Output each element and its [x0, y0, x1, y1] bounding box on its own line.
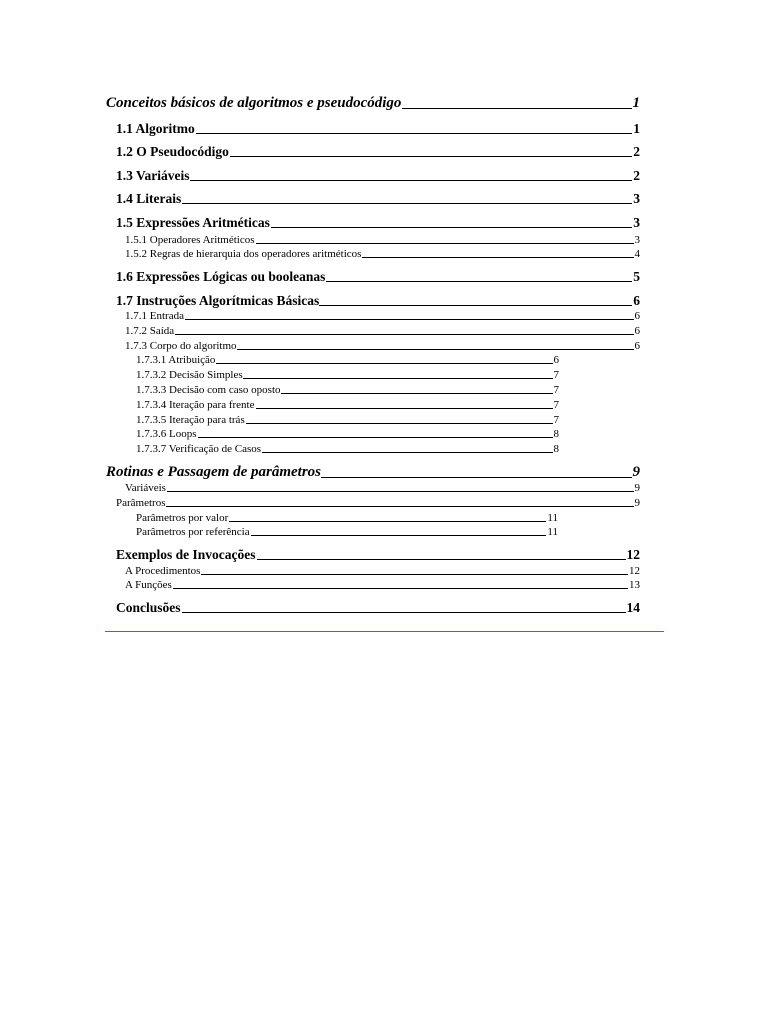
toc-entry[interactable] — [136, 513, 558, 524]
toc-entry[interactable] — [106, 465, 640, 480]
toc-leader — [256, 408, 553, 409]
toc-leader — [196, 133, 633, 134]
toc-entry-page: 14 — [626, 600, 640, 615]
toc-entry[interactable] — [116, 294, 640, 308]
toc-entry[interactable] — [136, 527, 558, 538]
toc-entry[interactable] — [116, 548, 640, 562]
toc-leader — [243, 378, 553, 379]
toc-leader — [230, 156, 632, 157]
toc-entry[interactable] — [136, 355, 559, 366]
toc-leader — [321, 477, 631, 478]
toc-leader — [201, 574, 628, 575]
toc-entry-title: 1.7 Instruções Algorítmicas Básicas — [116, 293, 320, 308]
toc-leader — [190, 180, 633, 181]
toc-entry-title: 1.7.3.6 Loops — [136, 428, 197, 440]
toc-entry-page: 9 — [634, 497, 640, 509]
toc-entry[interactable] — [125, 566, 640, 577]
toc-leader — [173, 588, 628, 589]
toc-entry-page: 12 — [629, 565, 640, 577]
toc-entry[interactable] — [125, 483, 640, 494]
toc-entry-page: 7 — [553, 384, 559, 396]
toc-entry[interactable] — [136, 385, 559, 396]
toc-leader — [271, 227, 632, 228]
toc-entry-page: 6 — [634, 310, 640, 322]
toc-entry-title: 1.7.3.4 Iteração para frente — [136, 399, 255, 411]
toc-entry-title: Parâmetros — [116, 497, 166, 509]
toc-entry-page: 12 — [626, 547, 640, 562]
toc-entry[interactable] — [136, 370, 559, 381]
toc-entry-page: 1 — [632, 95, 640, 111]
toc-entry-page: 8 — [553, 428, 559, 440]
toc-entry-title: Rotinas e Passagem de parâmetros — [106, 464, 322, 480]
toc-entry-page: 3 — [633, 191, 640, 206]
toc-entry-title: 1.6 Expressões Lógicas ou booleanas — [116, 269, 326, 284]
toc-leader — [251, 535, 547, 536]
toc-entry[interactable] — [125, 235, 640, 246]
toc-entry-page: 2 — [633, 144, 640, 159]
toc-leader — [182, 203, 632, 204]
toc-leader — [256, 243, 634, 244]
toc-entry-page: 3 — [633, 215, 640, 230]
toc-leader — [326, 281, 632, 282]
toc-entry[interactable] — [125, 580, 640, 591]
toc-leader — [182, 612, 626, 613]
toc-entry[interactable] — [116, 601, 640, 615]
toc-leader — [362, 257, 633, 258]
toc-entry-title: Parâmetros por valor — [136, 512, 229, 524]
toc-leader — [402, 108, 631, 109]
toc-entry-page: 6 — [633, 293, 640, 308]
toc-entry-title: 1.7.3.1 Atribuição — [136, 354, 216, 366]
toc-entry-title: 1.4 Literais — [116, 191, 182, 206]
toc-leader — [262, 452, 552, 453]
toc-entry-page: 5 — [633, 269, 640, 284]
toc-entry-title: 1.5 Expressões Aritméticas — [116, 215, 270, 230]
toc-entry-page: 7 — [553, 399, 559, 411]
toc-entry-title: Conclusões — [116, 600, 181, 615]
toc-entry-page: 13 — [629, 579, 640, 591]
toc-entry-title: 1.5.1 Operadores Aritméticos — [125, 234, 255, 246]
toc-entry[interactable] — [116, 122, 640, 136]
toc-entry-page: 3 — [634, 234, 640, 246]
toc-entry[interactable] — [116, 145, 640, 159]
toc-entry-page: 11 — [547, 526, 558, 538]
toc-entry[interactable] — [136, 429, 559, 440]
toc-entry-page: 6 — [634, 340, 640, 352]
toc-entry-page: 9 — [634, 482, 640, 494]
toc-entry-title: 1.3 Variáveis — [116, 168, 190, 183]
toc-entry-page: 6 — [634, 325, 640, 337]
toc-leader — [166, 506, 633, 507]
toc-entry[interactable] — [106, 96, 640, 111]
toc-leader — [257, 559, 626, 560]
toc-entry-title: 1.7.1 Entrada — [125, 310, 184, 322]
toc-entry-page: 2 — [633, 168, 640, 183]
toc-leader — [319, 305, 632, 306]
toc-entry-title: 1.2 O Pseudocódigo — [116, 144, 229, 159]
toc-leader — [246, 423, 553, 424]
toc-entry-title: 1.7.3.7 Verificação de Casos — [136, 443, 262, 455]
toc-leader — [229, 521, 546, 522]
toc-entry-title: 1.7.3.5 Iteração para trás — [136, 414, 245, 426]
toc-entry-title: 1.5.2 Regras de hierarquia dos operadores aritméticos — [125, 248, 362, 260]
toc-leader — [281, 393, 553, 394]
toc-entry-title: 1.7.2 Saída — [125, 325, 175, 337]
toc-entry-title: Variáveis — [125, 482, 166, 494]
toc-entry[interactable] — [116, 169, 640, 183]
toc-entry[interactable] — [116, 192, 640, 206]
toc-entry-page: 1 — [633, 121, 640, 136]
toc-entry[interactable] — [116, 216, 640, 230]
toc-entry-page: 4 — [634, 248, 640, 260]
footer-divider — [105, 631, 664, 632]
toc-leader — [198, 437, 553, 438]
toc-entry-page: 6 — [553, 354, 559, 366]
toc-entry-title: A Procedimentos — [125, 565, 201, 577]
toc-leader — [237, 349, 634, 350]
toc-entry[interactable] — [136, 400, 559, 411]
toc-entry-title: Exemplos de Invocações — [116, 547, 256, 562]
toc-entry-page: 11 — [547, 512, 558, 524]
toc-entry-page: 7 — [553, 414, 559, 426]
toc-entry[interactable] — [125, 249, 640, 260]
toc-leader — [185, 319, 634, 320]
toc-entry-title: 1.7.3.2 Decisão Simples — [136, 369, 243, 381]
toc-entry-title: Conceitos básicos de algoritmos e pseudocódigo — [106, 95, 402, 111]
toc-entry[interactable] — [116, 270, 640, 284]
toc-entry[interactable] — [125, 311, 640, 322]
toc-leader — [175, 334, 633, 335]
toc-entry-page: 7 — [553, 369, 559, 381]
toc-entry-title: Parâmetros por referência — [136, 526, 250, 538]
toc-entry[interactable] — [116, 498, 640, 509]
toc-entry-page: 8 — [553, 443, 559, 455]
toc-leader — [216, 363, 552, 364]
toc-entry-title: 1.7.3 Corpo do algoritmo — [125, 340, 237, 352]
toc-entry[interactable] — [125, 326, 640, 337]
toc-leader — [167, 491, 634, 492]
toc-entry-title: 1.7.3.3 Decisão com caso oposto — [136, 384, 281, 396]
toc-entry[interactable] — [136, 415, 559, 426]
toc-entry-title: A Funções — [125, 579, 172, 591]
toc-entry[interactable] — [125, 341, 640, 352]
toc-entry-title: 1.1 Algoritmo — [116, 121, 195, 136]
toc-entry-page: 9 — [632, 464, 640, 480]
toc-entry[interactable] — [136, 444, 559, 455]
